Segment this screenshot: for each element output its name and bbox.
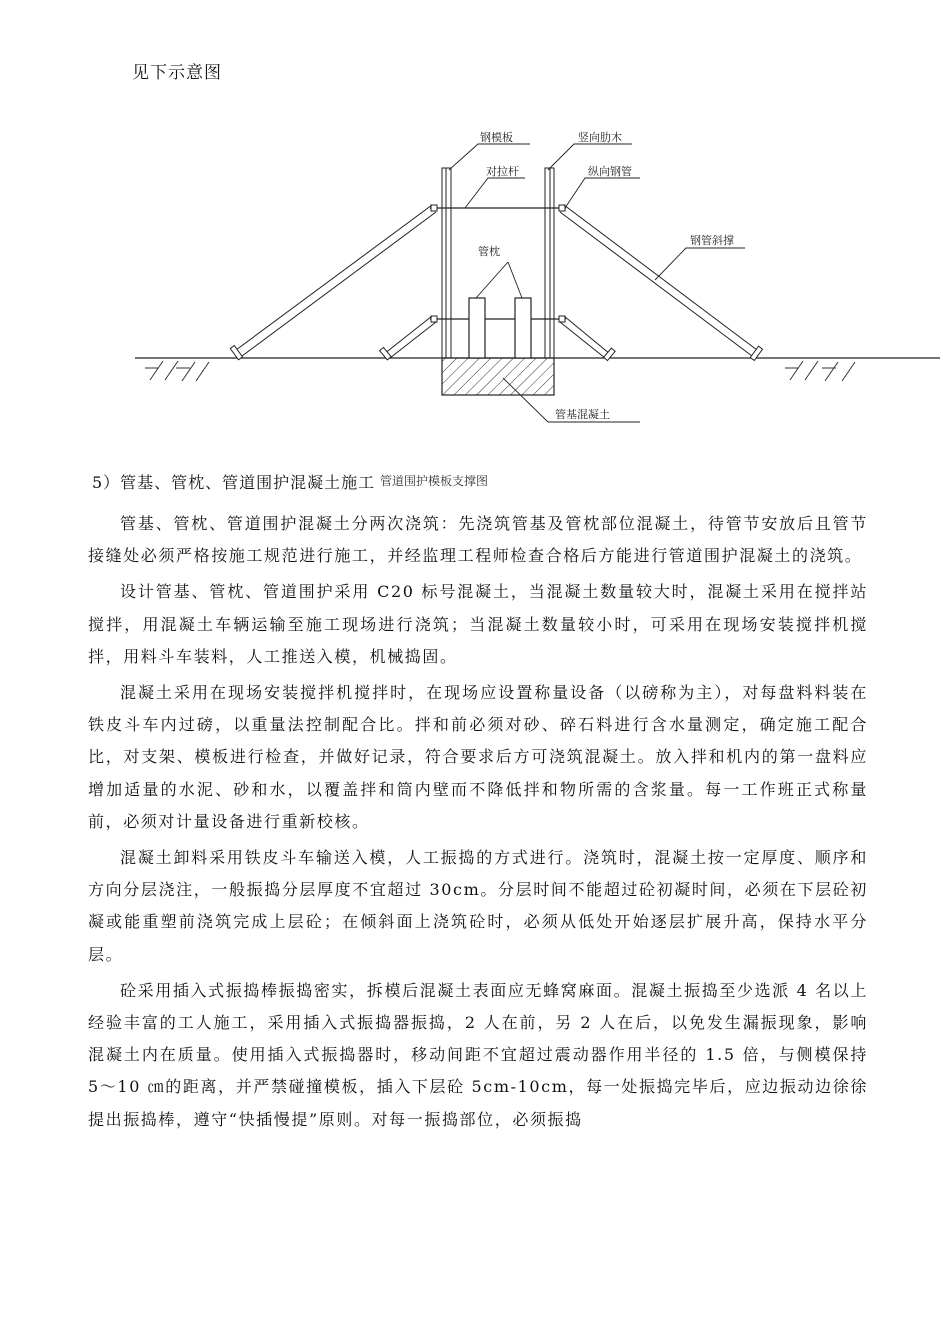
ground-hatch-right [785,361,855,381]
ground-hatch-left [145,361,209,381]
paragraph: 混凝土卸料采用铁皮斗车输送入模，人工振捣的方式进行。浇筑时，混凝土按一定厚度、顺序和方向分层浇注，一般振捣分层厚度不宜超过 30cm。分层时间不能超过砼初凝时间，必须在下层砼初凝或能重塑前浇筑完成上层砼；在倾斜面上浇筑砼时，必须从低处开始逐层扩展升高，保持水平分层。 [88,848,868,964]
label-vertical-rib: 竖向肋木 [578,131,622,144]
paragraph: 管基、管枕、管道围护混凝土分两次浇筑：先浇筑管基及管枕部位混凝土，待管节安放后且管节接缝处必须严格按施工规范进行施工，并经监理工程师检查合格后方能进行管道围护混凝土的浇筑。 [88,514,868,566]
diagonal-braces [236,205,757,358]
paragraph: 混凝土采用在现场安装搅拌机搅拌时，在现场应设置称量设备（以磅称为主），对每盘料料装在铁皮斗车内过磅，以重量法控制配合比。拌和前必须对砂、碎石料进行含水量测定，确定施工配合比，对支架、模板进行检查，并做好记录，符合要求后方可浇筑混凝土。放入拌和机内的第一盘料应增加适量的水泥、砂和水，以覆盖拌和筒内壁而不降低拌和物所需的含浆量。每一工作班正式称量前，必须对计量设备进行重新校核。 [88,683,868,831]
label-tie-rod: 对拉杆 [486,165,519,178]
paragraph: 砼采用插入式振捣棒振捣密实，拆模后混凝土表面应无蜂窝麻面。混凝土振捣至少选派 4 名以上经验丰富的工人施工，采用插入式振捣器振捣，2 人在前，另 2 人在后，以免发生漏振现象，影响混凝土内在质量。使用插入式振捣器时，移动间距不宜超过震动器作用半径的 1.5 倍，与侧模保持 5～10 ㎝的距离，并严禁碰撞模板，插入下层砼 5cm-10cm，每一处振捣完毕后，应边振动边徐徐提出振捣棒，遵守“快插慢提”原则。对每一振捣部位，必须振捣 [88,980,868,1129]
pipe-base-concrete [442,358,554,395]
paragraph: 设计管基、管枕、管道围护采用 C20 标号混凝土，当混凝土数量较大时，混凝土采用在搅拌站搅拌，用混凝土车辆运输至施工现场进行浇筑；当混凝土数量较小时，可采用在现场安装搅拌机搅拌，用料斗车装料，人工推送入模，机械捣固。 [88,582,868,666]
figure-caption: 管道围护模板支撑图 [380,474,489,488]
label-pipe-pillow: 管枕 [478,245,500,258]
label-steel-formwork: 钢模板 [480,131,513,144]
steel-formwork-left [442,168,451,358]
pipe-pillows [469,298,531,358]
intro-text: 见下示意图 [132,63,222,83]
label-diagonal-brace: 钢管斜撑 [690,234,734,247]
label-longitudinal-pipe: 纵向钢管 [588,165,632,178]
section-heading: 5）管基、管枕、管道围护混凝土施工 [92,473,376,492]
steel-formwork-right [545,168,554,358]
tie-rods [430,208,566,319]
body-text [88,508,868,1136]
label-pipe-base: 管基混凝土 [555,408,610,421]
formwork-support-diagram [0,120,950,440]
